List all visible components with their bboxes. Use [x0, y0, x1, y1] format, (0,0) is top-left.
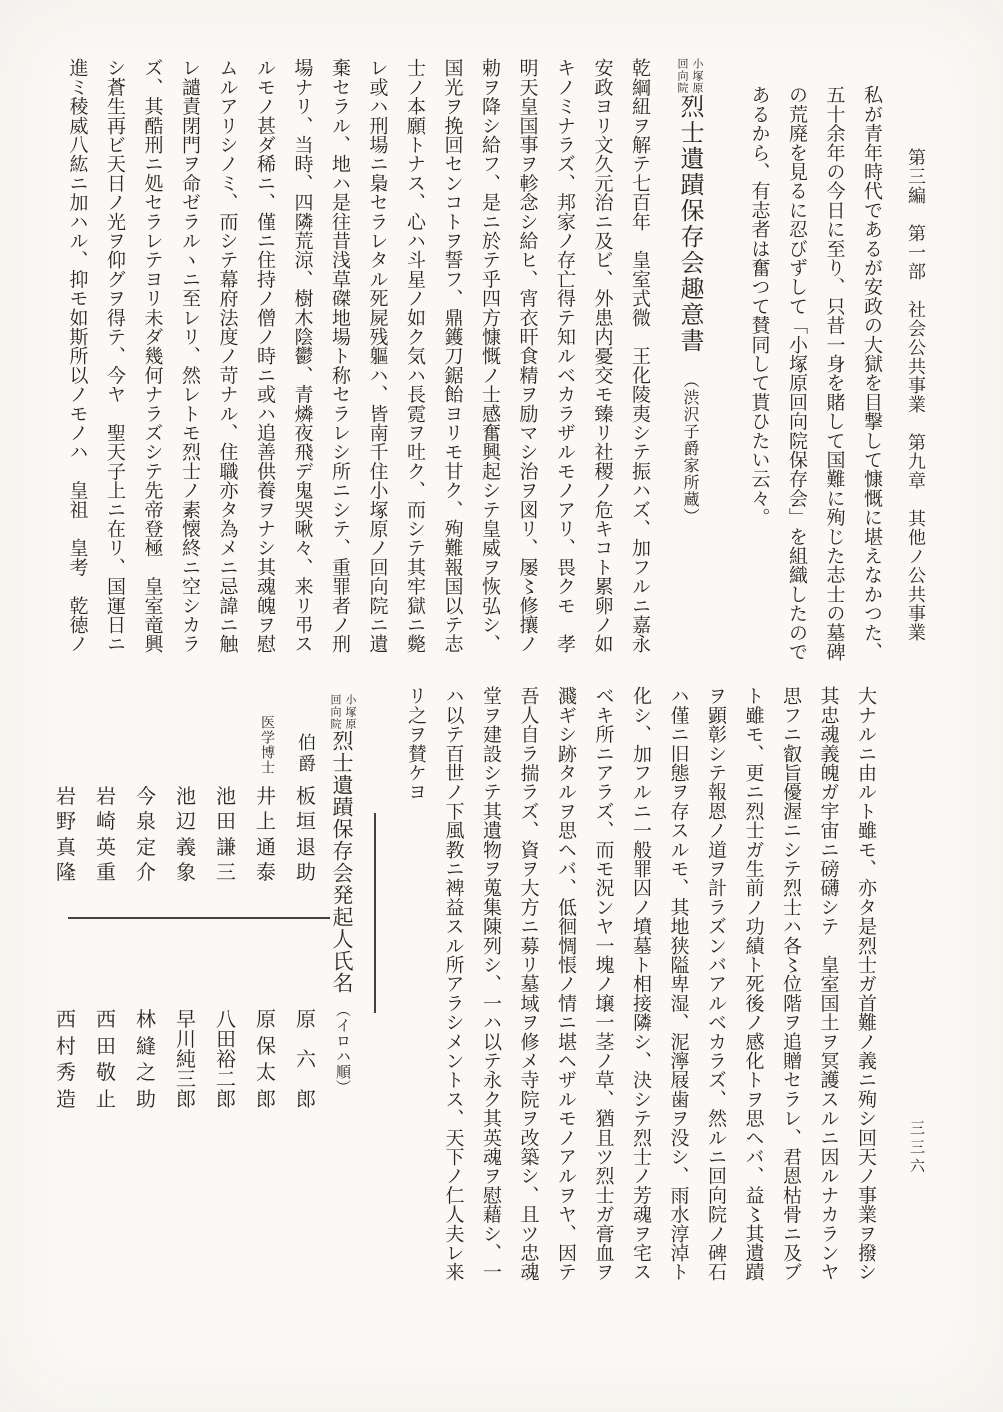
founder-name: 池 辺 義 象	[176, 786, 196, 884]
founders-heading: 烈士遺蹟保存会発起人氏名	[330, 730, 354, 994]
founder-name: 西 田 敬 止	[96, 1009, 116, 1111]
text-column: ハ以テ百世ノ下風教ニ裨益スル所アラシメントス、天下ノ仁人夫レ来	[442, 686, 464, 1282]
text-column: 乾綱紐ヲ解テ七百年 皇室式微 王化陵夷シテ振ハズ、加フルニ嘉永	[629, 58, 650, 654]
text-column: 其忠魂義魄ガ宇宙ニ磅礴シテ 皇室国土ヲ冥護スルニ因ルナカランヤ	[817, 686, 839, 1282]
text-column: 大ナルニ由ルト雖モ、亦タ是烈士ガ首難ノ義ニ殉シ回天ノ事業ヲ撥シ	[855, 686, 876, 1282]
founder-entry	[174, 1010, 198, 1110]
founder-entry	[134, 787, 158, 883]
founder-title: 医学博士	[259, 715, 274, 775]
document-title-column	[668, 58, 710, 664]
founder-name: 早 川 純 三 郎	[176, 1009, 196, 1111]
divider-horizontal	[68, 917, 330, 919]
text-column: キノミナラズ、邦家ノ存亡得テ知ルベカラザルモノアリ、畏クモ 孝	[554, 58, 575, 654]
text-column: の荒廃を見るに忍びずして「小塚原回向院保存会」を組織したので	[786, 85, 807, 661]
founder-entry	[54, 1010, 78, 1110]
text-column: あるから、有志者は奮つて賛同して貰ひたい云々。	[748, 85, 770, 527]
text-column: ヲ顕彰シテ報恩ノ道ヲ計ラズンバアルベカラズ、然ルニ回向院ノ碑石	[705, 686, 726, 1282]
text-column: ベキ所ニアラズ、而モ況ンヤ一塊ノ壌一茎ノ草、猶且ツ烈士ガ膏血ヲ	[592, 686, 614, 1282]
text-column: 国光ヲ挽回センコトヲ誓フ、鼎鑊刀鋸飴ヨリモ甘ク、殉難報国以テ志	[441, 58, 463, 654]
text-column: 化シ、加フルニ一般罪囚ノ墳墓ト相接隣シ、決シテ烈士ノ芳魂ヲ宅ス	[630, 686, 651, 1282]
text-column: 棄セラル、地ハ是往昔浅草磔地場ト称セラレシ所ニシテ、重罪者ノ刑	[329, 58, 350, 654]
text-column: 明天皇国事ヲ軫念シ給ヒ、宵衣旰食精ヲ励マシ治ヲ図リ、屡〻修攘ノ	[516, 58, 538, 654]
founder-name: 今 泉 定 介	[136, 786, 156, 884]
document-title: 烈士遺蹟保存会趣意書	[676, 94, 702, 354]
founder-entry	[94, 787, 118, 883]
founder-entry	[294, 733, 318, 884]
text-column: 濺ギシ跡タルヲ思ヘバ、低徊惆悵ノ情ニ堪ヘザルモノアルヲヤ、因テ	[555, 686, 576, 1282]
top-text-block	[36, 58, 890, 664]
preface-paragraph	[740, 58, 890, 664]
founder-entry	[214, 1010, 238, 1110]
founder-entry	[134, 1010, 158, 1110]
text-column: シ蒼生再ビ天日ノ光ヲ仰グヲ得テ、今ヤ 聖天子上ニ在リ、国運日ニ	[104, 58, 125, 654]
text-column: ムルアリシノミ、而シテ幕府法度ノ苛ナル、住職亦タ為メニ忌諱ニ触	[216, 58, 238, 654]
founder-name: 八 田 裕 二 郎	[216, 1009, 236, 1111]
temple-name-label: 小塚原 回向院	[329, 694, 356, 730]
bottom-text-block	[378, 686, 884, 1292]
founder-entry	[254, 715, 278, 884]
founder-name: 原 保 太 郎	[256, 1009, 276, 1111]
founders-heading-column	[320, 694, 364, 1124]
text-column: ルモノ甚ダ稀ニ、僅ニ住持ノ僧ノ時ニ或ハ追善供養ヲナシ其魂魄ヲ慰	[254, 58, 275, 654]
text-column: 堂ヲ建設シテ其遺物ヲ蒐集陳列シ、一ハ以テ永ク其英魂ヲ慰藉シ、一	[480, 686, 501, 1282]
text-column: ト雖モ、更ニ烈士ガ生前ノ功績ト死後ノ感化トヲ思ヘバ、益〻其遺蹟	[742, 686, 764, 1282]
founder-name: 林 縫 之 助	[136, 1009, 156, 1111]
text-column: レ譴責閉門ヲ命ゼラルヽニ至レリ、然レトモ烈士ノ素懐終ニ空シカラ	[179, 58, 200, 654]
text-column: 勅ヲ降シ給フ、是ニ於テ乎四方慷慨ノ士感奮興起シテ皇威ヲ恢弘シ、	[479, 58, 500, 654]
founder-entry	[54, 787, 78, 883]
page-number: 三三六	[908, 1120, 924, 1177]
text-column: 吾人自ラ揣ラズ、資ヲ大方ニ募リ墓域ヲ修メ寺院ヲ改築シ、且ツ忠魂	[517, 686, 539, 1282]
founder-entry	[294, 1010, 318, 1110]
text-column: 安政ヨリ文久元治ニ及ビ、外患内憂交モ臻リ社稷ノ危キコト累卵ノ如	[591, 58, 613, 654]
founder-entry	[214, 787, 238, 883]
founder-name: 岩 野 真 隆	[56, 786, 76, 884]
text-column: 私が青年時代であるが安政の大獄を目撃して慷慨に堪えなかつた、	[861, 85, 882, 661]
founder-entry	[254, 1010, 278, 1110]
founder-name: 原 六 郎	[296, 1009, 316, 1111]
founder-name: 板 垣 退 助	[296, 786, 316, 884]
founders-heading-note: （イロハ順）	[334, 1002, 350, 1095]
text-column: 進ミ稜威八紘ニ加ハル、抑モ如斯所以ノモノハ 皇祖 皇考 乾徳ノ	[66, 58, 88, 654]
founder-name: 池 田 謙 三	[216, 786, 236, 884]
text-column: レ或ハ刑場ニ梟セラレタル死屍残軀ハ、皆南千住小塚原ノ回向院ニ遺	[366, 58, 388, 654]
founders-row-top	[54, 715, 318, 884]
founder-name: 岩 崎 英 重	[96, 786, 116, 884]
text-column: リ之ヲ賛ケヨ	[405, 686, 426, 802]
text-column: 場ナリ、当時、四隣荒涼、樹木陰鬱、青燐夜飛デ鬼哭啾々、来リ弔ス	[291, 58, 313, 654]
founder-name: 西 村 秀 造	[56, 1009, 76, 1111]
source-note: （渋沢子爵家所蔵）	[681, 372, 698, 525]
text-column: ハ僅ニ旧態ヲ存スルモ、其地狭隘卑湿、泥濘屐歯ヲ没シ、雨水淳淖ト	[667, 686, 689, 1282]
founder-entry	[174, 787, 198, 883]
founders-row-bottom	[54, 1010, 318, 1110]
divider-vertical	[374, 813, 376, 1013]
text-column: ズ、其酷刑ニ処セラレテヨリ未ダ幾何ナラズシテ先帝登極 皇室竜興	[141, 58, 163, 654]
founder-name: 井 上 通 泰	[256, 786, 276, 884]
text-column: 士ノ本願トナス、心ハ斗星ノ如ク気ハ長霓ヲ吐ク、而シテ其牢獄ニ斃	[404, 58, 425, 654]
founder-title: 伯爵	[296, 733, 316, 775]
text-column: 五十余年の今日に至り、只昔一身を賭して国難に殉じた志士の墓碑	[823, 85, 845, 661]
founder-entry	[94, 1010, 118, 1110]
text-column: 思フニ叡旨優渥ニシテ烈士ハ各〻位階ヲ追贈セラレ、君恩枯骨ニ及ブ	[780, 686, 801, 1282]
temple-name-label: 小塚原 回向院	[676, 58, 703, 94]
running-head: 第三編 第一部 社会公共事業 第九章 其他ノ公共事業	[906, 148, 926, 642]
